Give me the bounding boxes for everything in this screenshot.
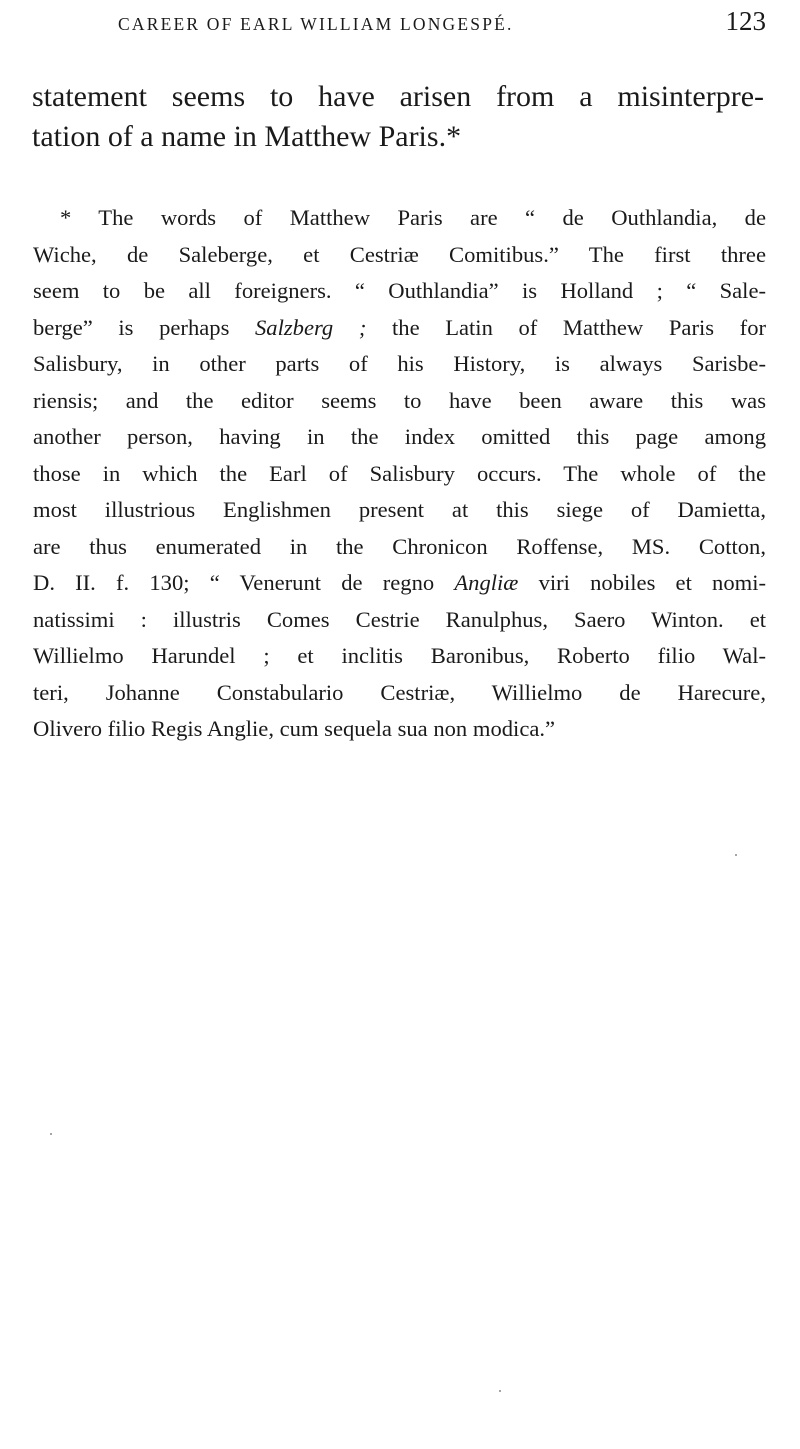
footnote-line xyxy=(33,242,766,268)
footnote-line xyxy=(33,716,766,742)
text-segment: are thus enumerated in the Chronicon Roffense, MS. Cotton, xyxy=(33,533,766,559)
footnote-line xyxy=(33,351,766,377)
text-segment: tation of a name in Matthew Paris.* xyxy=(32,120,462,153)
footnote-line xyxy=(33,315,766,341)
text-segment: riensis; and the editor seems to have been aware this was xyxy=(33,387,766,413)
footnote-line xyxy=(33,607,766,633)
body-line xyxy=(32,120,764,154)
text-segment: those in which the Earl of Salisbury occurs. The whole of the xyxy=(33,460,766,486)
footnote-line xyxy=(33,643,766,669)
italic-text: Salzberg ; xyxy=(254,314,367,340)
footnote-line xyxy=(33,461,766,487)
text-segment: * The words of Matthew Paris are “ de Outhlandia, de xyxy=(60,205,766,230)
footnote-line xyxy=(33,424,766,450)
footnote-line xyxy=(33,388,766,414)
text-segment: Willielmo Harundel ; et inclitis Baronibus, Roberto filio Wal- xyxy=(33,643,766,668)
text-segment: natissimi : illustris Comes Cestrie Ranulphus, Saero Winton. et xyxy=(33,606,766,632)
body-line xyxy=(32,80,764,114)
running-header xyxy=(118,6,766,40)
footnote-line xyxy=(60,205,766,231)
scan-speck xyxy=(499,1390,501,1392)
footnote-line xyxy=(33,570,766,596)
text-segment: seem to be all foreigners. “ Outhlandia” is Holland ; “ Sale- xyxy=(33,278,766,303)
scan-speck xyxy=(50,1133,52,1135)
text-segment: another person, having in the index omitted this page among xyxy=(33,424,766,449)
footnote-line xyxy=(33,534,766,560)
text-segment: teri, Johanne Constabulario Cestriæ, Willielmo de Harecure, xyxy=(33,679,766,705)
text-segment: Wiche, de Saleberge, et Cestriæ Comitibus.” The first three xyxy=(33,241,766,267)
italic-text: Angliæ xyxy=(454,570,519,595)
page-number: 123 xyxy=(725,6,766,36)
text-segment: berge” is perhaps xyxy=(33,314,255,340)
scan-speck xyxy=(735,854,737,856)
text-segment: Salisbury, in other parts of his History, is always Sarisbe- xyxy=(33,351,766,376)
text-segment: the Latin of Matthew Paris for xyxy=(366,314,767,340)
running-title: CAREER OF EARL WILLIAM LONGESPÉ. xyxy=(118,14,514,34)
text-segment: viri nobiles et nomi- xyxy=(518,570,767,595)
footnote-line xyxy=(33,278,766,304)
footnote-line xyxy=(33,497,766,523)
text-segment: Olivero filio Regis Anglie, cum sequela sua non modica.” xyxy=(33,716,556,741)
text-segment: D. II. f. 130; “ Venerunt de regno xyxy=(33,570,455,595)
text-segment: most illustrious Englishmen present at this siege of Damietta, xyxy=(33,497,766,522)
text-segment: statement seems to have arisen from a misinterpre- xyxy=(32,80,764,113)
footnote-line xyxy=(33,680,766,706)
